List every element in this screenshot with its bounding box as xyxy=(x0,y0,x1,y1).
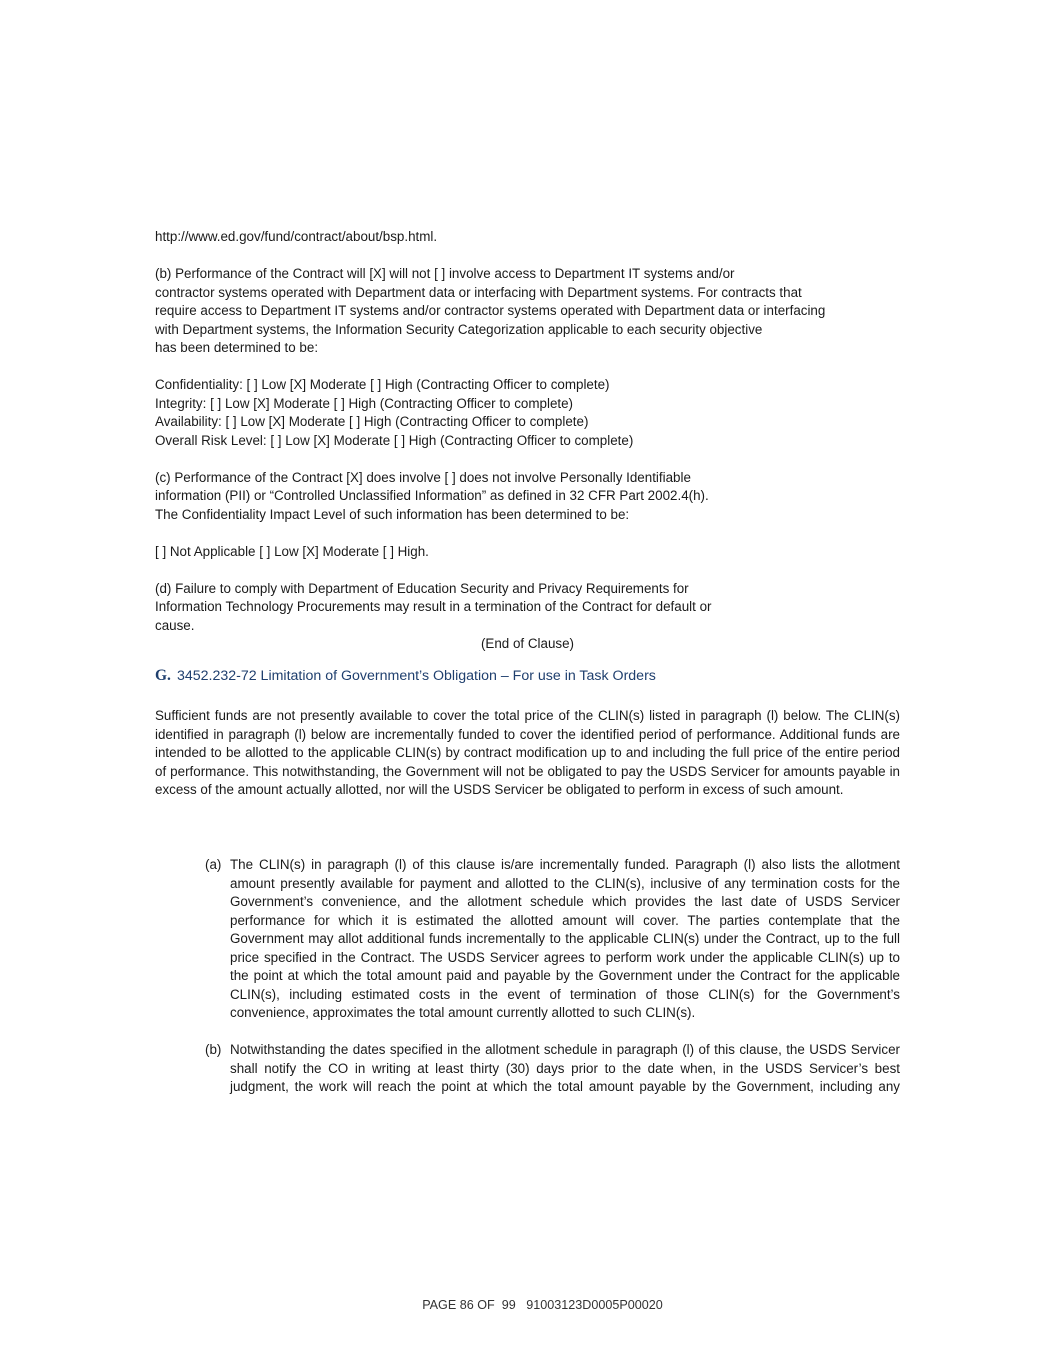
impact-level-line: [ ] Not Applicable [ ] Low [X] Moderate [ ] High. xyxy=(155,543,429,559)
integrity-rating: Integrity: [ ] Low [X] Moderate [ ] High (Contracting Officer to complete) xyxy=(155,395,574,411)
list-item-text: Notwithstanding the dates specified in the allotment schedule in paragraph (l) of this clause, the USDS Servicer shall notify the CO in writing at least thirty (30) days prior to the date when, in the USDS Servicer’s best judgment, the work will reach the point at which the total amount payable by the Government, including any xyxy=(230,1042,900,1094)
overall-risk-rating: Overall Risk Level: [ ] Low [X] Moderate [ ] High (Contracting Officer to complete) xyxy=(155,432,634,448)
para-b-line: with Department systems, the Information Security Categorization applicable to each security objective xyxy=(155,321,763,337)
url-line: http://www.ed.gov/fund/contract/about/bsp.html. xyxy=(155,229,438,244)
para-d-line: Information Technology Procurements may result in a termination of the Contract for default or xyxy=(155,599,712,614)
para-b-line: (b) Performance of the Contract will [X] will not [ ] involve access to Department IT systems and/or xyxy=(155,266,735,281)
para-c-line: (c) Performance of the Contract [X] does involve [ ] does not involve Personally Identifiable xyxy=(155,469,691,485)
main-paragraph: Sufficient funds are not presently available to cover the total price of the CLIN(s) listed in paragraph (l) below. The CLIN(s) identified in paragraph (l) below are incrementally funded to cover the identified period of performance. Additional funds are intended to be allotted to the applicable CLIN(s) by contract modification up to and including the full price of the entire period of performance. This notwithstanding, the Government will not be obligated to pay the USDS Servicer for amounts payable in excess of the amount actually allotted, nor will the USDS Servicer be obligated to perform in excess of such amount. xyxy=(155,708,900,797)
para-c-line: The Confidentiality Impact Level of such information has been determined to be: xyxy=(155,506,630,522)
availability-rating: Availability: [ ] Low [X] Moderate [ ] High (Contracting Officer to complete) xyxy=(155,414,589,429)
para-b-line: require access to Department IT systems and/or contractor systems operated with Department data or interfacing xyxy=(155,303,826,318)
end-of-clause: (End of Clause) xyxy=(480,636,575,651)
confidentiality-rating: Confidentiality: [ ] Low [X] Moderate [ ] High (Contracting Officer to complete) xyxy=(155,377,610,392)
page-footer: PAGE 86 OF 99 91003123D0005P00020 xyxy=(422,1298,663,1312)
section-letter: G. xyxy=(155,667,171,684)
list-item xyxy=(205,856,900,1023)
list-marker: (b) xyxy=(205,1042,222,1057)
section-title: 3452.232-72 Limitation of Government’s Obligation – For use in Task Orders xyxy=(176,668,656,684)
para-c-line: information (PII) or “Controlled Unclassified Information” as defined in 32 CFR Part 2002.4(h). xyxy=(155,488,709,503)
para-b-line: contractor systems operated with Department data or interfacing with Department systems. For contracts that xyxy=(155,284,802,300)
para-d-line: (d) Failure to comply with Department of Education Security and Privacy Requirements for xyxy=(155,580,689,596)
section-heading xyxy=(155,666,656,686)
list-marker: (a) xyxy=(205,857,222,872)
list-item xyxy=(205,1041,900,1097)
para-b-line: has been determined to be: xyxy=(155,340,319,355)
para-d-line: cause. xyxy=(155,617,195,633)
list-item-text: The CLIN(s) in paragraph (l) of this clause is/are incrementally funded. Paragraph (l) also lists the allotment amount presently available for payment and allotted to the CLIN(s), inclusive of any termination costs for the Government’s convenience, and the allotment schedule which provides the last date of USDS Servicer performance for which it is estimated the allotted amount will cover. The parties contemplate that the Government may allot additional funds incrementally to the applicable CLIN(s) under the Contract, up to the full price specified in the Contract. The USDS Servicer agrees to perform work under the applicable CLIN(s) up to the point at which the total amount paid and payable by the Government under the Contract for the applicable CLIN(s), including estimated costs in the event of termination of those CLIN(s) for the Government’s convenience, approximates the total amount currently allotted to such CLIN(s). xyxy=(230,857,900,1020)
